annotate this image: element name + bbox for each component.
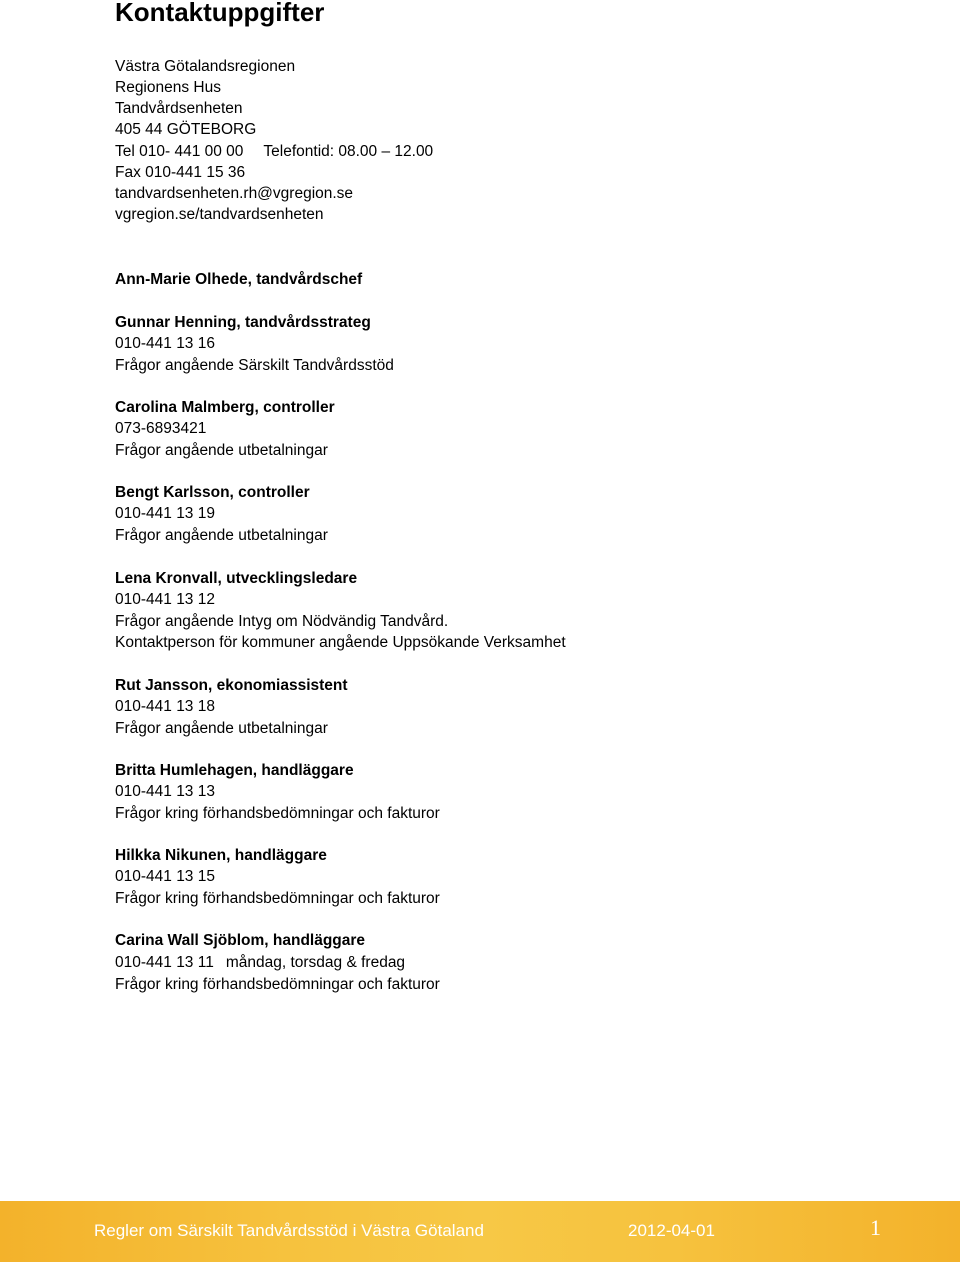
contact-topic: Frågor angående utbetalningar [115,527,328,544]
main-phone: Tel 010- 441 00 00 [115,143,244,160]
contact-phone-note: måndag, torsdag & fredag [225,954,406,971]
org-name: Västra Götalandsregionen [115,58,296,75]
contact-phone: 010-441 13 15 [115,868,215,885]
footer-page-number: 1 [870,1215,881,1240]
footer-document-title: Regler om Särskilt Tandvårdsstöd i Västra Götaland [94,1221,484,1240]
contact-phone: 010-441 13 19 [115,505,215,522]
contact-name: Hilkka Nikunen, handläggare [115,847,327,864]
contact-topic: Frågor angående Intyg om Nödvändig Tandvård. [115,613,449,630]
contact-phone: 010-441 13 13 [115,783,215,800]
phone-hours: Telefontid: 08.00 – 12.00 [263,143,434,160]
contact-phone: 073-6893421 [115,420,207,437]
contact-phone: 010-441 13 18 [115,698,215,715]
page-title: Kontaktuppgifter [115,0,325,27]
unit-name: Tandvårdsenheten [115,100,243,117]
contact-topic: Frågor kring förhandsbedömningar och fakturor [115,890,440,907]
contact-name: Rut Jansson, ekonomiassistent [115,677,348,694]
contact-topic-extra: Kontaktperson för kommuner angående Uppsökande Verksamhet [115,634,566,651]
contact-phone: 010-441 13 12 [115,591,215,608]
postal-address: 405 44 GÖTEBORG [115,121,257,138]
contact-topic: Frågor kring förhandsbedömningar och fakturor [115,976,440,993]
contact-phone: 010-441 13 16 [115,335,215,352]
email-link[interactable]: tandvardsenheten.rh@vgregion.se [115,185,354,202]
contact-phone-line [115,952,405,973]
contact-topic: Frågor angående utbetalningar [115,442,328,459]
footer-date: 2012-04-01 [628,1221,715,1240]
building-name: Regionens Hus [115,79,221,96]
chief-name: Ann-Marie Olhede, tandvårdschef [115,271,363,288]
website-link[interactable]: vgregion.se/tandvardsenheten [115,206,324,223]
fax-number: Fax 010-441 15 36 [115,164,246,181]
contact-name: Bengt Karlsson, controller [115,484,310,501]
contact-name: Carina Wall Sjöblom, handläggare [115,932,366,949]
contact-name: Lena Kronvall, utvecklingsledare [115,570,358,587]
contact-topic: Frågor angående Särskilt Tandvårdsstöd [115,357,394,374]
contact-topic: Frågor kring förhandsbedömningar och fakturor [115,805,440,822]
contact-topic: Frågor angående utbetalningar [115,720,328,737]
contact-name: Britta Humlehagen, handläggare [115,762,354,779]
contact-phone: 010-441 13 11 [115,954,214,971]
phone-line [115,141,433,162]
contact-name: Gunnar Henning, tandvårdsstrateg [115,314,371,331]
page-footer [0,1201,960,1262]
contact-name: Carolina Malmberg, controller [115,399,335,416]
